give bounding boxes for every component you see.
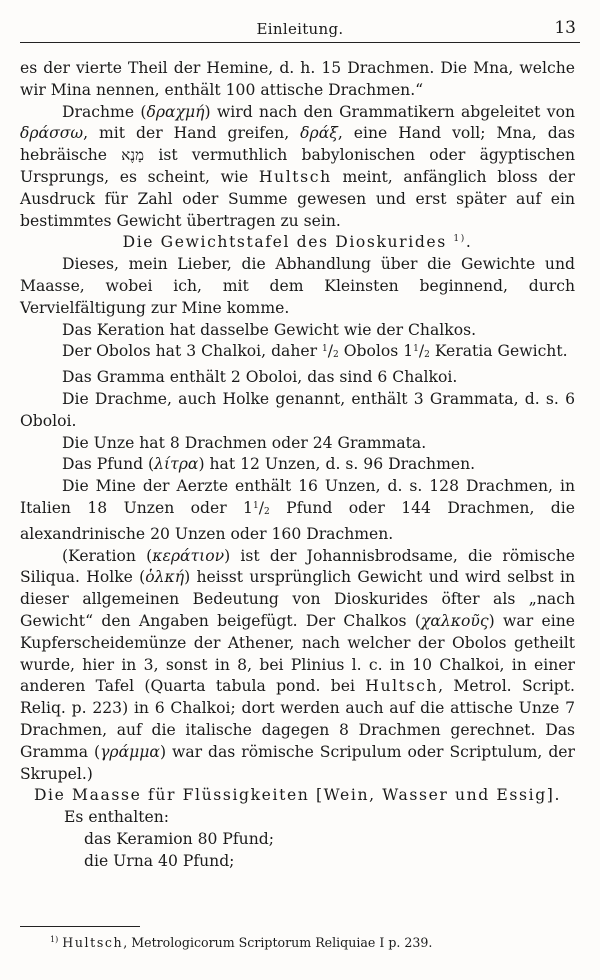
author-name: Hultsch xyxy=(365,677,439,696)
greek-term: ὁλκή xyxy=(145,568,185,587)
fraction: $^1/_2$ xyxy=(413,342,430,361)
footnote-marker: 1) xyxy=(50,934,59,944)
author-name: Hultsch xyxy=(62,935,124,950)
page-number: 13 xyxy=(554,18,576,38)
running-head xyxy=(20,18,580,43)
weights-line-drachme: Die Drachme, auch Holke genannt, enthält 3 Grammata, d. s. 6 Oboloi. xyxy=(20,389,575,430)
weights-line-mine: Die Mine der Aerzte enthält 16 Unzen, d. s. 128 Drachmen, in Italien 18 Unzen oder $1^1/_2$ Pfund oder 144 Drachmen, die alexandrinische 20 Unzen oder 160 Drachmen. xyxy=(20,477,575,543)
hebrew-term: מָנֶא xyxy=(121,146,145,165)
greek-term: χαλκοῦς xyxy=(420,611,489,630)
weights-line-unze: Die Unze hat 8 Drachmen oder 24 Grammata. xyxy=(62,433,427,452)
weights-line-keration: Das Keration hat dasselbe Gewicht wie der Chalkos. xyxy=(62,320,477,339)
greek-term: δράξ xyxy=(300,124,338,143)
liquids-intro: Es enthalten: xyxy=(64,808,169,827)
weights-line-pfund: Das Pfund (λίτρα) hat 12 Unzen, d. s. 96 Drachmen. xyxy=(62,455,476,474)
weights-line-obolos: Der Obolos hat 3 Chalkoi, daher $^1/_2$ Obolos $1^1/_2$ Keratia Gewicht. xyxy=(62,342,568,361)
running-head-title: Einleitung. xyxy=(256,20,344,38)
fraction: $^1/_2$ xyxy=(252,498,270,517)
weights-intro: Dieses, mein Lieber, die Abhandlung über die Gewichte und Maasse, wobei ich, mit dem Kleinsten beginnend, durch Vervielfältigung zur Mine komme. xyxy=(20,255,575,317)
footnote-marker: 1) xyxy=(453,234,466,245)
weights-line-gramma: Das Gramma enthält 2 Oboloi, das sind 6 Chalkoi. xyxy=(62,368,458,387)
author-name: Hultsch xyxy=(258,167,332,186)
greek-term: δραχμή xyxy=(146,102,205,121)
section-heading-weights: Die Gewichtstafel des Dioskurides $^{1)}$. xyxy=(122,233,473,252)
fraction: $^1/_2$ xyxy=(322,342,339,361)
greek-term: λίτρα xyxy=(154,455,199,474)
footnote-rule xyxy=(20,926,140,927)
liquids-item-urna: die Urna 40 Pfund; xyxy=(84,851,235,870)
paragraph-continuation: es der vierte Theil der Hemine, d. h. 15 Drachmen. Die Mna, welche wir Mina nennen, enthält 100 attische Drachmen.“ xyxy=(20,59,575,99)
greek-term: δράσσω xyxy=(20,124,84,143)
greek-term: κεράτιον xyxy=(152,546,225,565)
weights-commentary: (Keration (κεράτιον) ist der Johannisbrodsame, die römische Siliqua. Holke (ὁλκή) heisst ursprünglich Gewicht und wird selbst in dieser allgemeinen Bedeutung von Dioskurides öfter als „nach Gewicht“ den Angaben beigefügt. Der Chalkos (χαλκοῦς) war eine Kupferscheidemünze der Athener, nach welcher der Obolos getheilt wurde, hier in 3, sonst in 8, bei Plinius l. c. in 10 Chalkoi, in einer anderen Tafel (Quarta tabula pond. bei Hultsch, Metrol. Script. Reliq. p. 223) in 6 Chalkoi; dort werden auch auf die attische Unze 7 Drachmen, auf die italische dagegen 8 Drachmen gerechnet. Das Gramma (γράμμα) war das römische Scripulum oder Scriptulum, der Skrupel.) xyxy=(20,546,576,783)
greek-term: γράμμα xyxy=(100,742,160,761)
footnote: $^{1)}$ Hultsch, Metrologicorum Scriptorum Reliquiae I p. 239. xyxy=(50,934,433,950)
section-heading-liquids: Die Maasse für Flüssigkeiten [Wein, Wasser und Essig]. xyxy=(33,786,562,805)
page-body xyxy=(20,58,575,872)
liquids-item-keramion: das Keramion 80 Pfund; xyxy=(84,829,274,848)
paragraph-drachme: Drachme (δραχμή) wird nach den Grammatikern abgeleitet von δράσσω, mit der Hand greifen, δράξ, eine Hand voll; Mna, das hebräische מָנֶא ist vermuthlich babylonischen oder ägyptischen Ursprungs, es scheint, wie Hultsch meint, anfänglich bloss der Ausdruck für Zahl oder Summe gewesen und erst später auf ein bestimmtes Gewicht übertragen zu sein. xyxy=(20,102,575,230)
